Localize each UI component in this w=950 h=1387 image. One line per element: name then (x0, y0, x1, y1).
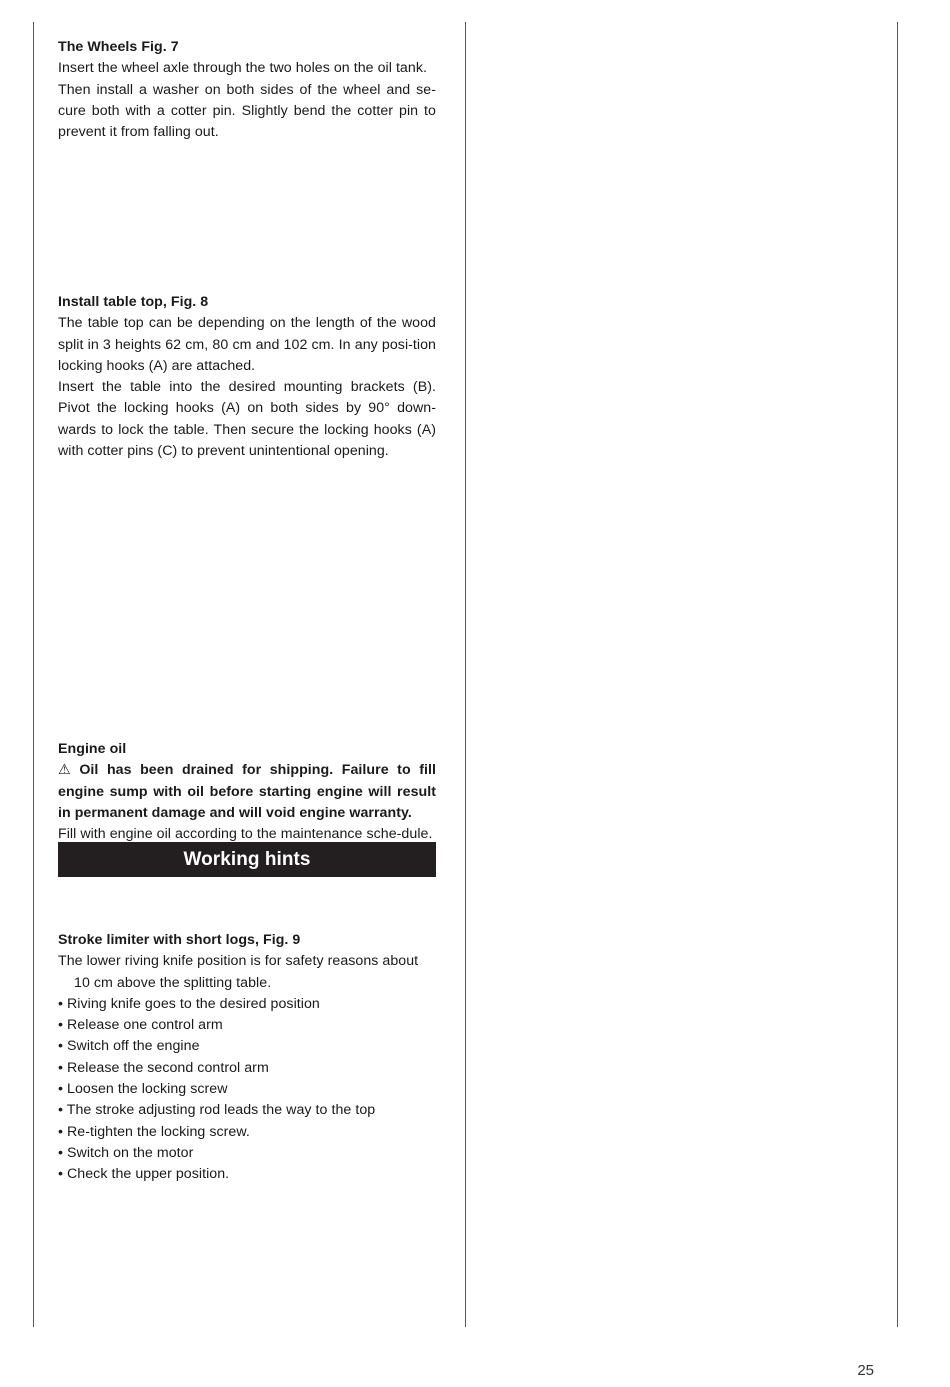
list-item: • Release one control arm (58, 1017, 223, 1034)
wheels-section (58, 37, 436, 143)
column-divider-rule (465, 22, 466, 1327)
list-item: • Loosen the locking screw (58, 1081, 228, 1098)
wheels-paragraph-1: Insert the wheel axle through the two holes on the oil tank. (58, 60, 427, 77)
engine-oil-heading: Engine oil (58, 741, 127, 757)
table-top-paragraph-2: Insert the table into the desired mounting brackets (B). Pivot the locking hooks (A) on both sides by 90° down-wards to lock the table. Then secure the locking hooks (A) with cotter pins (C) to prevent unintentional opening. (58, 379, 436, 460)
table-top-section (58, 292, 436, 462)
list-item: • Re-tighten the locking screw. (58, 1123, 250, 1140)
table-top-paragraph-1: The table top can be depending on the length of the wood split in 3 heights 62 cm, 80 cm and 102 cm. In any posi-tion locking hooks (A) are attached. (58, 315, 436, 374)
table-top-heading: Install table top, Fig. 8 (58, 294, 209, 310)
list-item: • Check the upper position. (58, 1166, 230, 1183)
stroke-limiter-section (58, 930, 436, 1186)
engine-oil-warning-text: Oil has been drained for shipping. Failure to fill engine sump with oil before starting engine will result in permanent damage and will void engine warranty. (58, 762, 436, 821)
left-margin-rule (33, 22, 34, 1327)
working-hints-banner: Working hints (58, 842, 436, 877)
page-number: 25 (857, 1362, 874, 1379)
list-item: • Release the second control arm (58, 1059, 269, 1076)
list-item: • Switch off the engine (58, 1038, 200, 1055)
stroke-limiter-steps (58, 994, 436, 1186)
wheels-paragraph-2: Then install a washer on both sides of the wheel and se-cure both with a cotter pin. Slightly bend the cotter pin to prevent it from falling out. (58, 81, 436, 141)
right-margin-rule (897, 22, 898, 1327)
stroke-limiter-intro: The lower riving knife position is for safety reasons about (58, 953, 419, 970)
stroke-limiter-heading: Stroke limiter with short logs, Fig. 9 (58, 932, 301, 948)
stroke-limiter-intro-continued: 10 cm above the splitting table. (74, 974, 272, 991)
list-item: • Switch on the motor (58, 1144, 194, 1161)
warning-triangle-icon: ⚠ (58, 762, 76, 779)
list-item: • The stroke adjusting rod leads the way to the top (58, 1102, 376, 1119)
engine-oil-section (58, 739, 436, 845)
wheels-heading: The Wheels Fig. 7 (58, 39, 179, 55)
engine-oil-warning (58, 760, 436, 824)
list-item: • Riving knife goes to the desired position (58, 995, 320, 1012)
engine-oil-paragraph: Fill with engine oil according to the maintenance sche-dule. (58, 826, 433, 843)
